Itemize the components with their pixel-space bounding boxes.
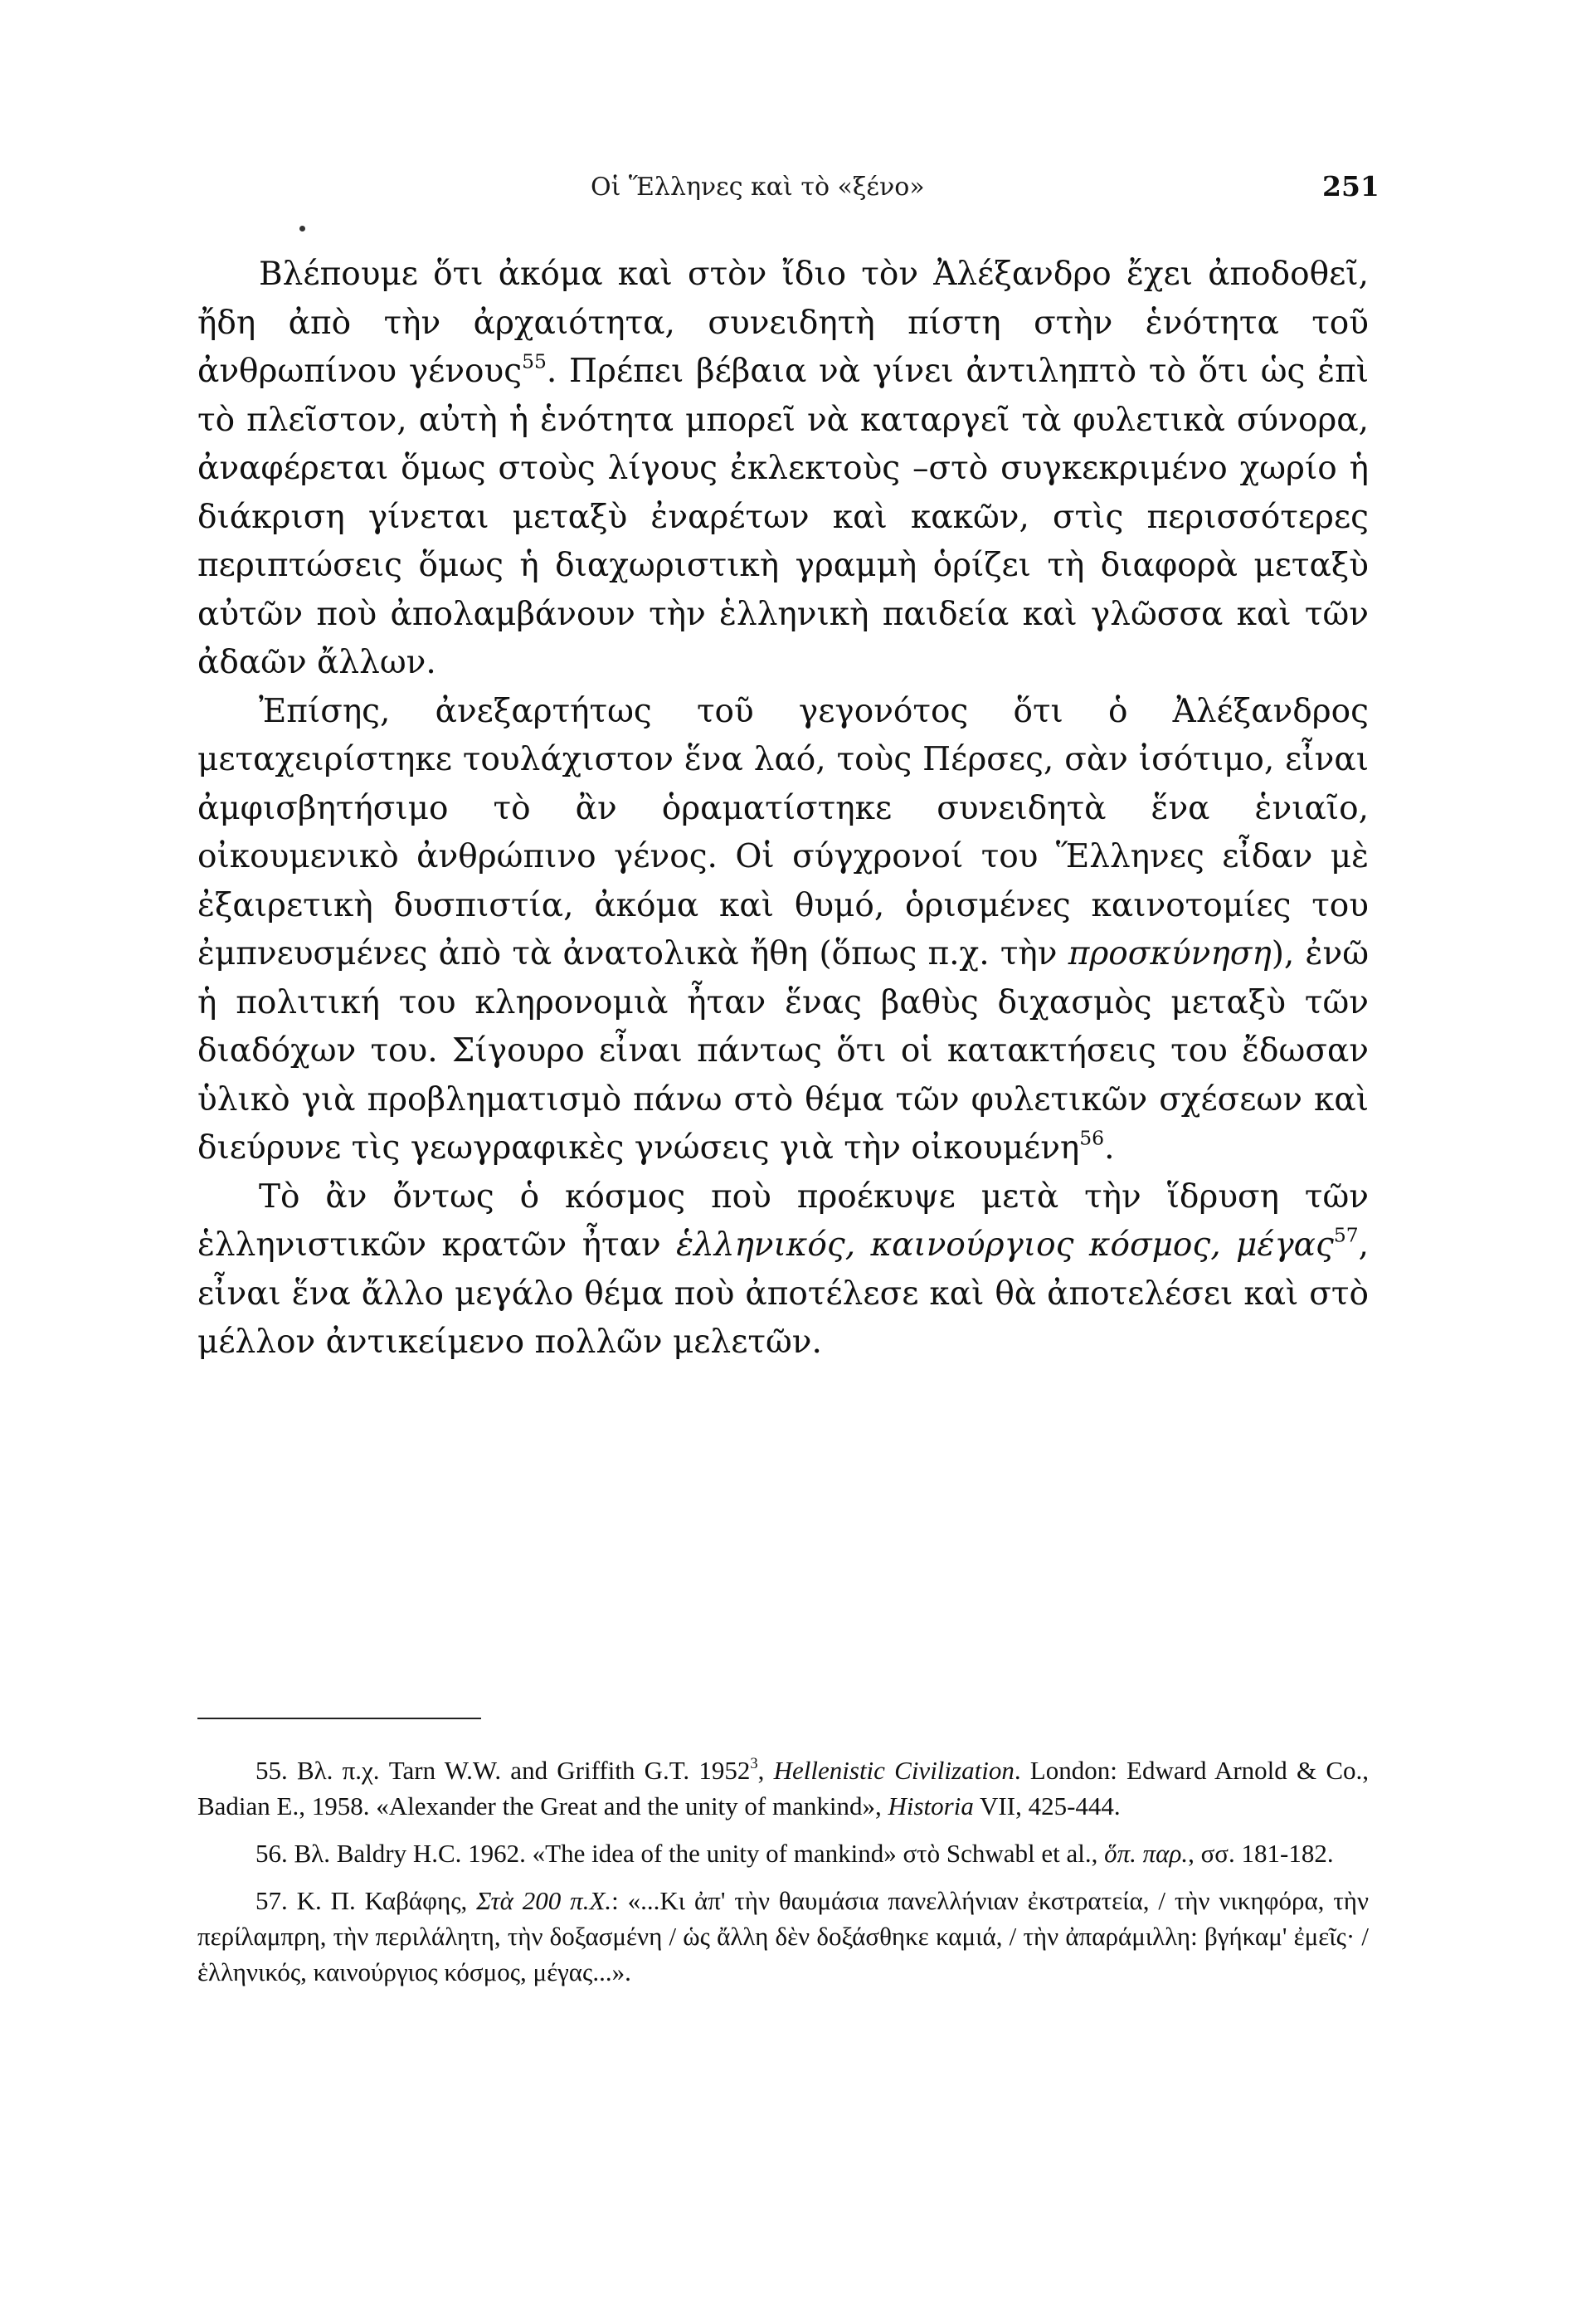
- paragraph-1: Βλέπουμε ὅτι ἀκόμα καὶ στὸν ἴδιο τὸν Ἀλέξανδρο ἔχει ἀποδοθεῖ, ἤδη ἀπὸ τὴν ἀρχαιότητα, συνειδητὴ πίστη στὴν ἑνότητα τοῦ ἀνθρωπίνου γένους$^{55}$. Πρέπει βέβαια νὰ γίνει ἀντιληπτὸ τὸ ὅτι ὡς ἐπὶ τὸ πλεῖστον, αὐτὴ ἡ ἑνότητα μπορεῖ νὰ καταργεῖ τὰ φυλετικὰ σύνορα, ἀναφέρεται ὅμως στοὺς λίγους ἐκλεκτοὺς –στὸ συγκεκριμένο χωρίο ἡ διάκριση γίνεται μεταξὺ ἐναρέτων καὶ κακῶν, στὶς περισσότερες περιπτώσεις ὅμως ἡ διαχωριστικὴ γραμμὴ ὁρίζει τὴ διαφορὰ μεταξὺ αὐτῶν ποὺ ἀπολαμβάνουν τὴν ἑλληνικὴ παιδεία καὶ γλῶσσα καὶ τῶν ἀδαῶν ἄλλων.: [197, 256, 1370, 681]
- footnote-ref-55: 55: [522, 349, 547, 373]
- footnote-ref-56: 56: [1079, 1126, 1105, 1150]
- footnote-57: 57. Κ. Π. Καβάφης, Στὰ 200 π.Χ.: «...Κι ἀπ' τὴν θαυμάσια πανελλήνιαν ἐκστρατεία, / τὴν νικηφόρα, τὴν περίλαμπρη, τὴν περιλάλητη, τὴν δοξασμένη / ὡς ἄλλη δὲν δοξάσθηκε καμιά, / τὴν ἀπαράμιλλη: βγήκαμ' ἐμεῖς· / ἑλληνικός, καινούργιος κόσμος, μέγας...».: [197, 1886, 1370, 1986]
- footnote-separator: [197, 1718, 481, 1719]
- bullet-mark: [299, 226, 305, 232]
- running-title: Οἱ Ἕλληνες καὶ τὸ «ξένο»: [591, 173, 925, 202]
- paragraph-3: Τὸ ἂν ὄντως ὁ κόσμος ποὺ προέκυψε μετὰ τὴν ἵδρυση τῶν ἑλληνιστικῶν κρατῶν ἦταν ἑλληνικός, καινούργιος κόσμος, μέγας$^{57}$, εἶναι ἕνα ἄλλο μεγάλο θέμα ποὺ ἀποτέλεσε καὶ θὰ ἀποτελέσει καὶ στὸ μέλλον ἀντικείμενο πολλῶν μελετῶν.: [197, 1177, 1369, 1361]
- italic-term: προσκύνηση: [1068, 935, 1272, 972]
- footnotes: [197, 1752, 1369, 2001]
- footnote-ref-57: 57: [1333, 1223, 1359, 1247]
- paragraph-2: Ἐπίσης, ἀνεξαρτήτως τοῦ γεγονότος ὅτι ὁ Ἀλέξανδρος μεταχειρίστηκε τουλάχιστον ἕνα λαό, τοὺς Πέρσες, σὰν ἰσότιμο, εἶναι ἀμφισβητήσιμο τὸ ἂν ὁραματίστηκε συνειδητὰ ἕνα ἑνιαῖο, οἰκουμενικὸ ἀνθρώπινο γένος. Οἱ σύγχρονοί του Ἕλληνες εἶδαν μὲ ἐξαιρετικὴ δυσπιστία, ἀκόμα καὶ θυμό, ὁρισμένες καινοτομίες του ἐμπνευσμένες ἀπὸ τὰ ἀνατολικὰ ἤθη (ὅπως π.χ. τὴν προσκύνηση), ἐνῶ ἡ πολιτική του κληρονομιὰ ἦταν ἕνας βαθὺς διχασμὸς μεταξὺ τῶν διαδόχων του. Σίγουρο εἶναι πάντως ὅτι οἱ κατακτήσεις του ἔδωσαν ὑλικὸ γιὰ προβληματισμὸ πάνω στὸ θέμα τῶν φυλετικῶν σχέσεων καὶ διεύρυνε τὶς γεωγραφικὲς γνώσεις γιὰ τὴν οἰκουμένη$^{56}$.: [197, 692, 1369, 1167]
- main-text: [197, 251, 1369, 1367]
- footnote-56: 56. Βλ. Baldry H.C. 1962. «The idea of the unity of mankind» στὸ Schwabl et al., ὅπ. παρ., σσ. 181-182.: [255, 1839, 1334, 1868]
- footnote-55: 55. Βλ. π.χ. Tarn W.W. and Griffith G.T. 1952$^3$, Hellenistic Civilization. London: Edward Arnold & Co., Badian E., 1958. «Alexander the Great and the unity of mankind», Historia VII, 425-444.: [197, 1754, 1370, 1820]
- page-number: 251: [1322, 170, 1379, 202]
- italic-quote: ἑλληνικός, καινούργιος κόσμος, μέγας: [676, 1226, 1334, 1264]
